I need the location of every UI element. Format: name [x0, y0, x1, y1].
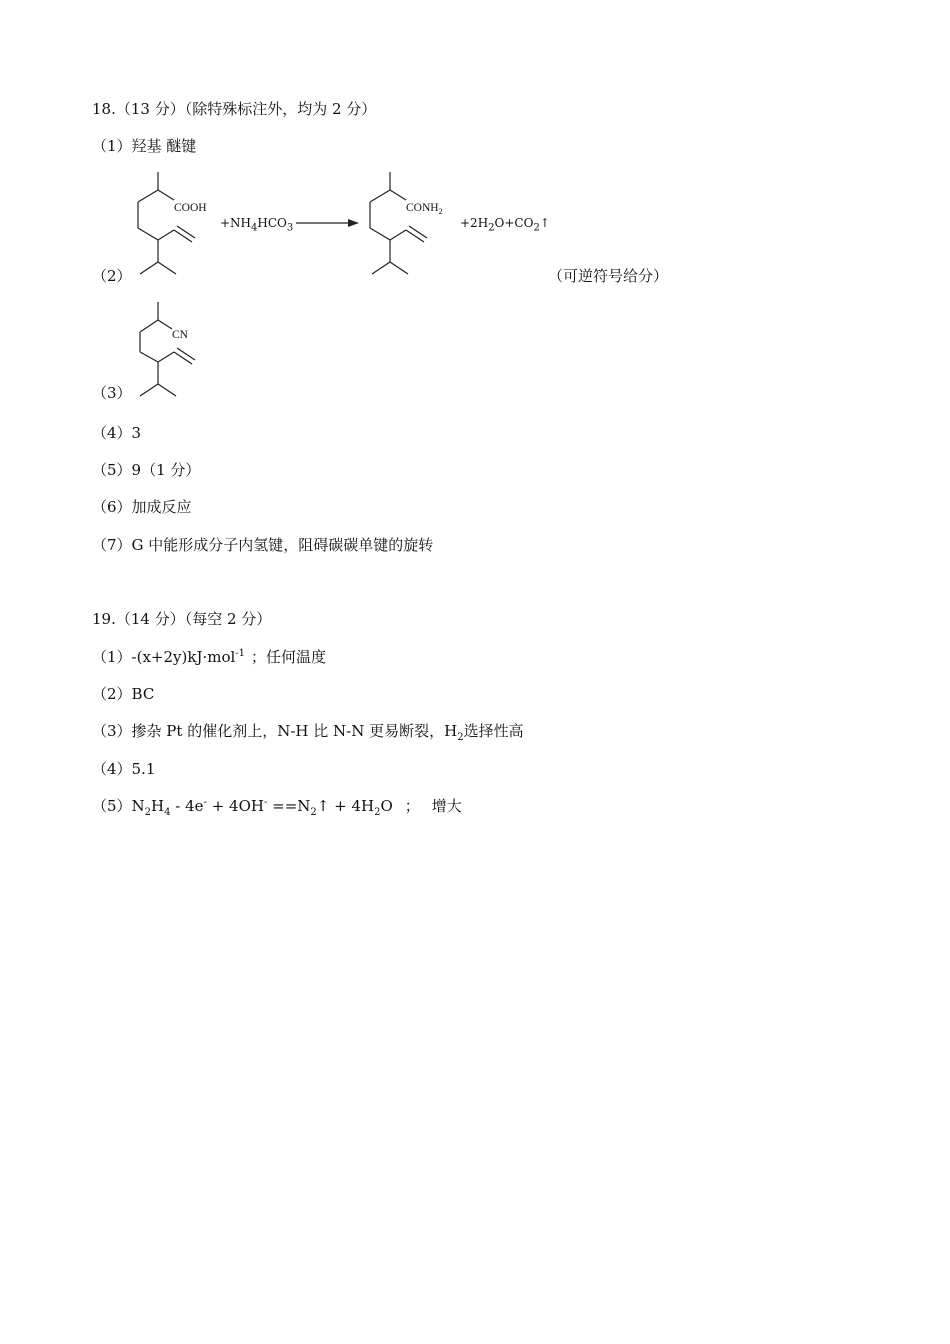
- q19-answer-2: （2）BC: [92, 685, 155, 703]
- reaction-arrow: [296, 216, 360, 230]
- q18-answer-6: （6）加成反应: [92, 498, 192, 516]
- q18-answer-2-note: （可逆符号给分）: [548, 267, 669, 285]
- q18-answer-5: （5）9（1 分）: [92, 461, 201, 479]
- reactant-group-label: COOH: [174, 202, 207, 214]
- q18-answer-3-label: （3）: [92, 384, 132, 402]
- q19-answer-3: （3）掺杂 Pt 的催化剂上，N-H 比 N-N 更易断裂，$H_2$选择性高: [92, 722, 524, 743]
- q18-header: 18.（13 分）（除特殊标注外，均为 2 分）: [92, 100, 377, 118]
- reactant-structure: [128, 168, 223, 280]
- q19-answer-5: $(5)N_2H_4 - 4e^- + 4OH^-$ $==N_2↑ + 4H_2O$ ； 增大: [92, 797, 462, 818]
- product-group-label: $CONH_2$: [406, 202, 443, 216]
- q19-answer-1: （1）-(x+2y)kJ·mol$^{-1}$ ；任何温度: [92, 648, 327, 666]
- reagent-label: $+NH_4HCO_3$: [220, 216, 294, 234]
- answer-3-group-label: CN: [172, 329, 188, 341]
- q18-answer-2-label: （2）: [92, 267, 132, 285]
- byproducts-label: $+2H_2O+CO_2↑$: [460, 216, 550, 234]
- q19-answer-4: （4）5.1: [92, 760, 156, 778]
- q18-answer-1: （1）羟基 醚键: [92, 137, 197, 155]
- product-structure: [360, 168, 460, 280]
- q18-answer-7: （7）G 中能形成分子内氢键，阻碍碳碳单键的旋转: [92, 536, 434, 554]
- q18-answer-4: （4）3: [92, 424, 142, 442]
- q19-header: 19.（14 分）（每空 2 分）: [92, 610, 272, 628]
- answer-3-structure: [128, 298, 223, 402]
